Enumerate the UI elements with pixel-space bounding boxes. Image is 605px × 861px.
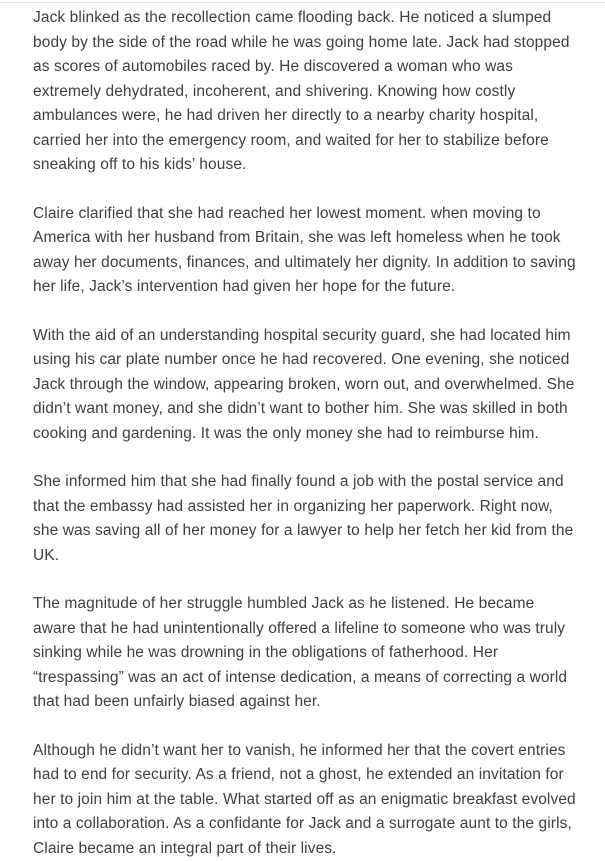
story-paragraph-1: Jack blinked as the recollection came flooding back. He noticed a slumped body by the side of the road while he was going home late. Jack had stopped as scores of automobiles raced by. He discovered a woman who was extremely dehydrated, incoherent, and shivering. Knowing how costly ambulances were, he had driven her directly to a nearby charity hospital, carried her into the emergency room, and waited for her to stabilize before sneaking off to his kids’ house. (33, 6, 577, 178)
story-paragraph-3: With the aid of an understanding hospital security guard, she had located him using his car plate number once he had recovered. One evening, she noticed Jack through the window, appearing broken, worn out, and overwhelmed. She didn’t want money, and she didn’t want to bother him. She was skilled in both cooking and gardening. It was the only money she had to reimburse him. (33, 324, 577, 447)
story-paragraph-6: Although he didn’t want her to vanish, he informed her that the covert entries had to end for security. As a friend, not a ghost, he extended an invitation for her to join him at the table. What started off as an enigmatic breakfast evolved into a collaboration. As a confidante for Jack and a surrogate aunt to the girls, Claire became an integral part of their lives. (33, 739, 577, 861)
story-text-body (33, 3, 577, 861)
story-paragraph-4: She informed him that she had finally found a job with the postal service and that the embassy had assisted her in organizing her paperwork. Right now, she was saving all of her money for a lawyer to help her fetch her kid from the UK. (33, 470, 577, 568)
story-paragraph-2: Claire clarified that she had reached her lowest moment. when moving to America with her husband from Britain, she was left homeless when he took away her documents, finances, and ultimately her dignity. In addition to saving her life, Jack’s intervention had given her hope for the future. (33, 202, 577, 300)
story-paragraph-5: The magnitude of her struggle humbled Jack as he listened. He became aware that he had unintentionally offered a lifeline to someone who was truly sinking while he was drowning in the obligations of fatherhood. Her “trespassing” was an act of intense dedication, a means of correcting a world that had been unfairly biased against her. (33, 592, 577, 715)
